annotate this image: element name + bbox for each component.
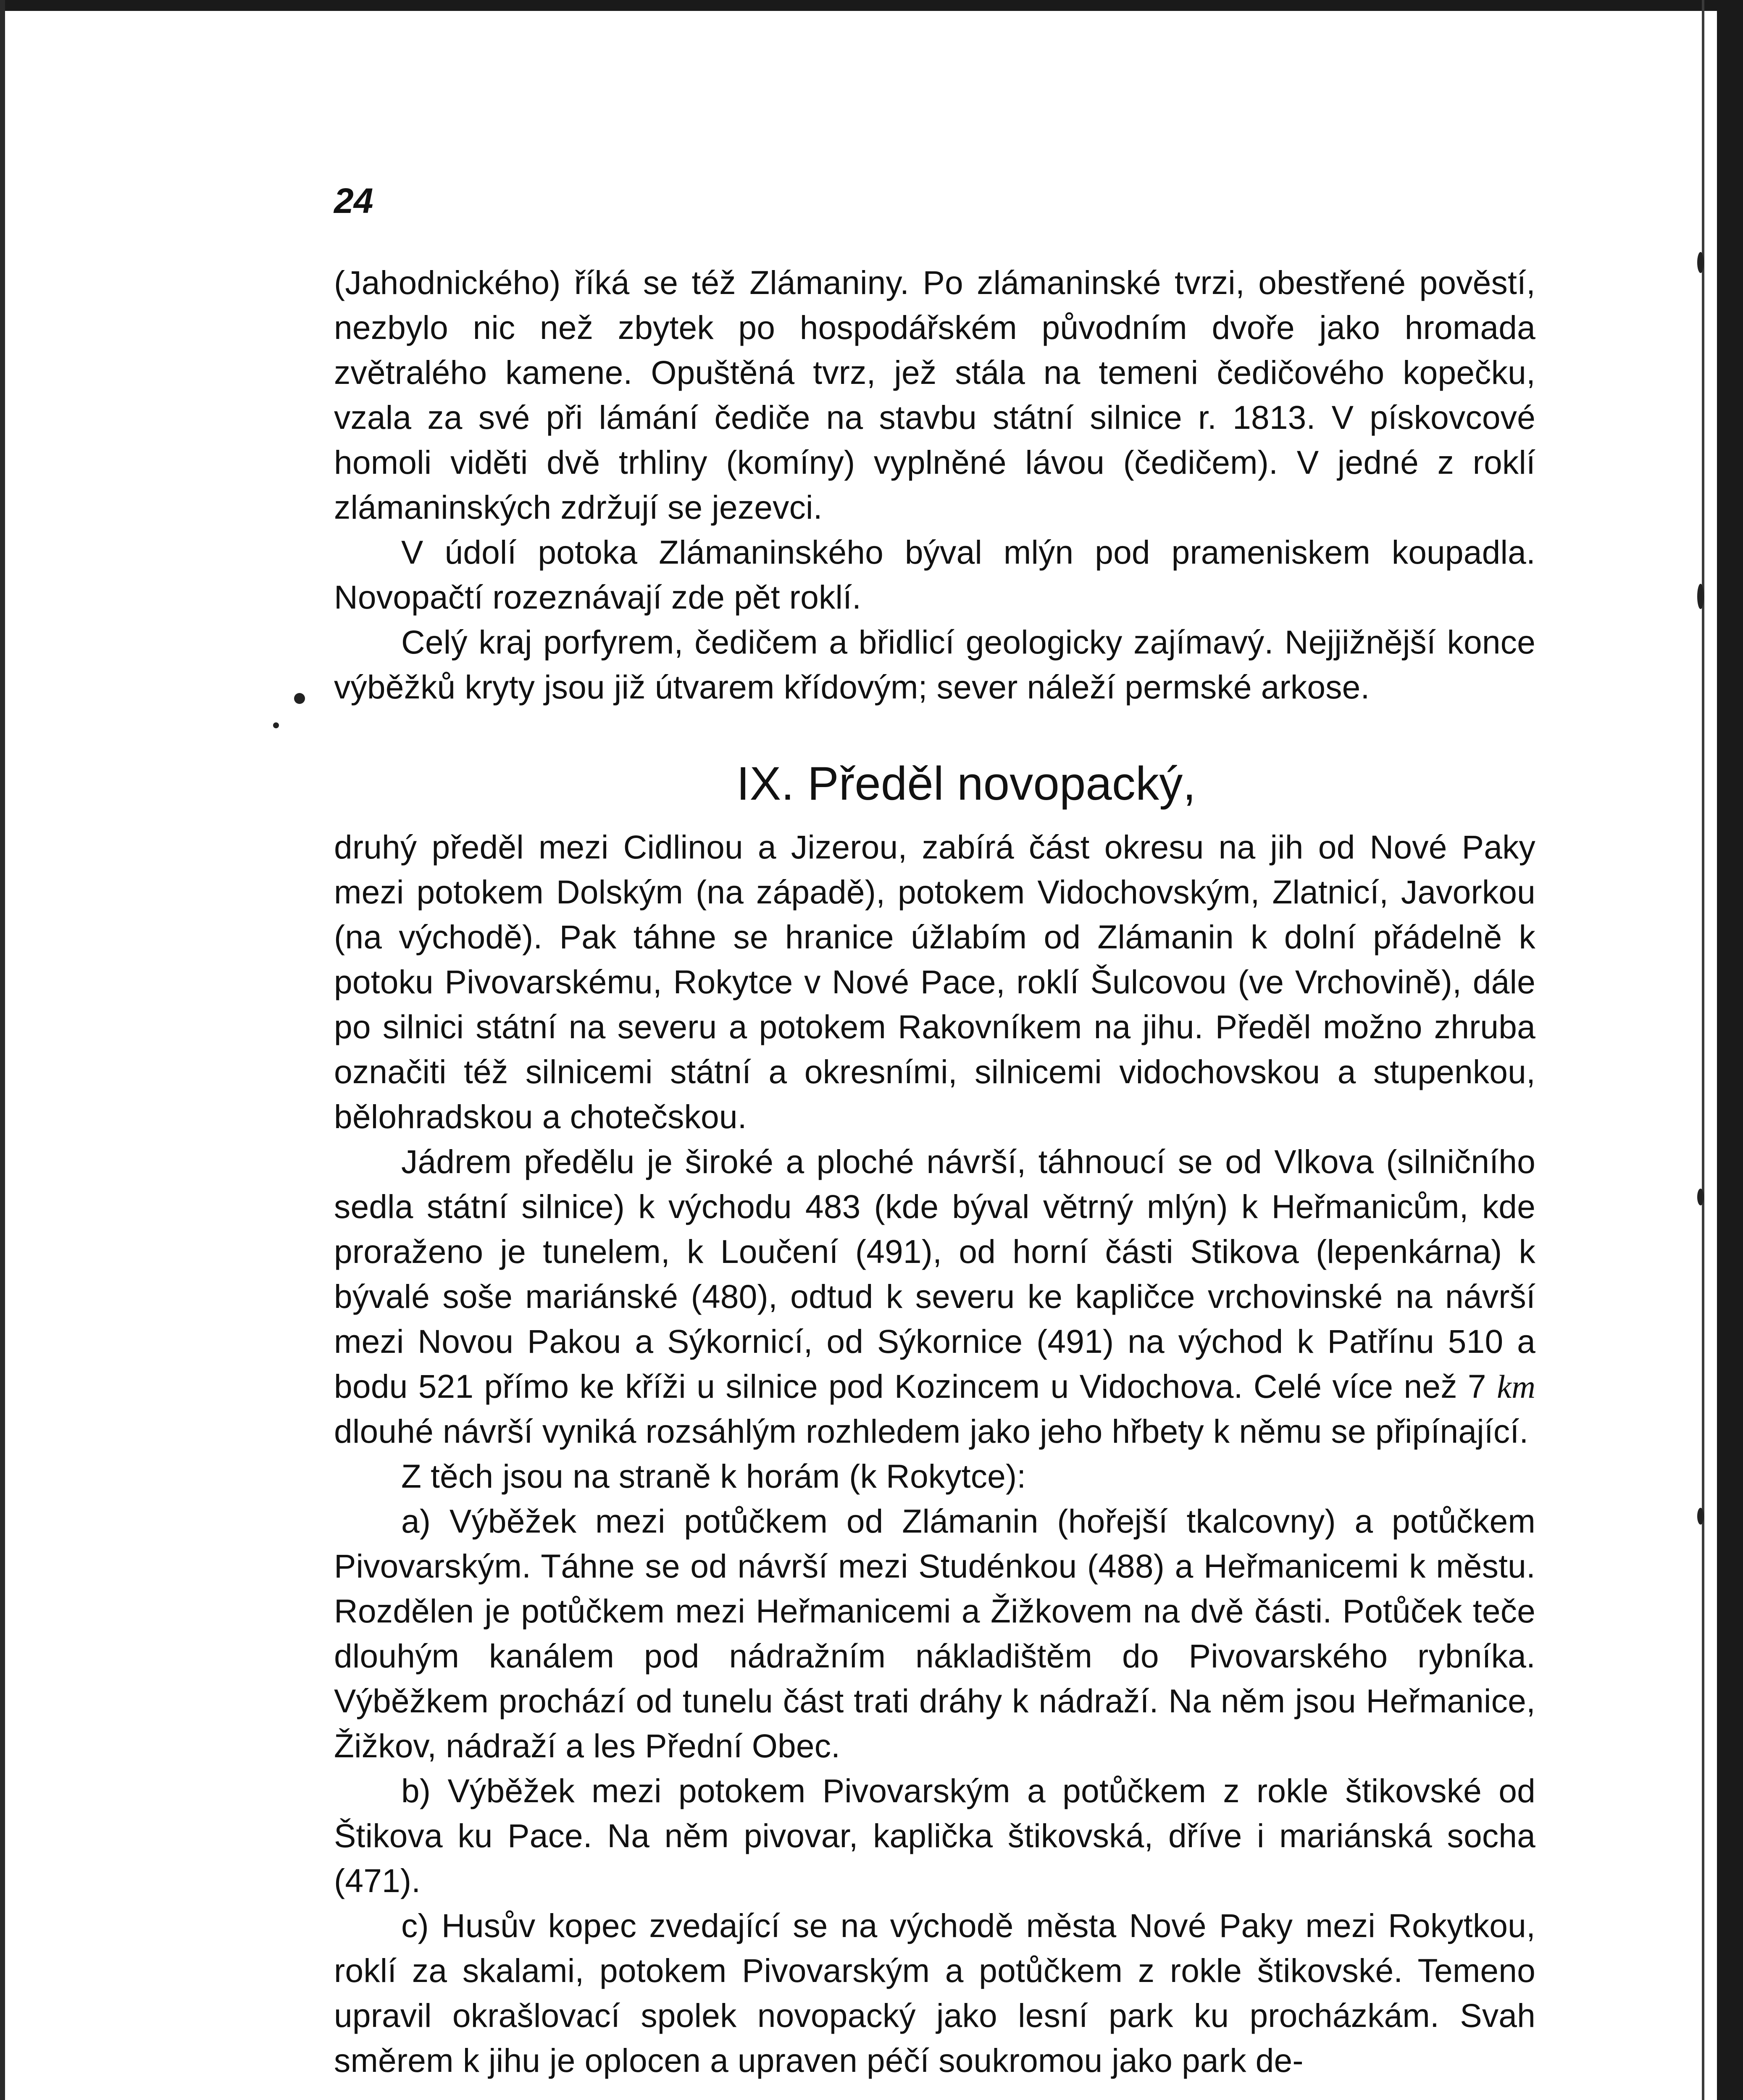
paragraph-husuv-kopec: c) Husův kopec zvedající se na východě města Nové Paky mezi Rokytkou, roklí za skalami, potokem Pivovarským a potůčkem z rokle štikovské. Temeno upravil okrašlovací spolek novopacký jako lesní park ku procházkám. Svah směrem k jihu je oplocen a upraven péčí soukromou jako park de- <box>334 1907 1535 2079</box>
scan-edge-right <box>1717 0 1743 2100</box>
page-body <box>334 260 1535 2083</box>
paragraph-vybezek-a: a) Výběžek mezi potůčkem od Zlámanin (hořejší tkalcovny) a potůčkem Pivovarským. Táhne se od návrší mezi Studénkou (488) a Heřmanicemi k městu. Rozdělen je potůčkem mezi Heřmanicemi a Žižkovem na dvě části. Potůček teče dlouhým kanálem pod nádražním nákladištěm do Pivovarského rybníka. Výběžkem prochází od tunelu část trati dráhy k nádraží. Na něm jsou Heřmanice, Žižkov, nádraží a les Přední Obec. <box>334 1503 1535 1764</box>
paragraph-geologie: Celý kraj porfyrem, čedičem a břidlicí geologicky zajímavý. Nejjižnější konce výběžků kryty jsou již útvarem křídovým; sever náleží permské arkose. <box>334 624 1535 706</box>
paragraph-z-tech: Z těch jsou na straně k horám (k Rokytce): <box>401 1458 1026 1495</box>
jadro-text-end: dlouhé návrší vyniká rozsáhlým rozhledem jako jeho hřbety k němu se připínající. <box>334 1413 1529 1450</box>
scan-speck <box>1697 1189 1704 1205</box>
scan-speck <box>273 722 279 728</box>
section-heading: IX. Předěl novopacký, <box>736 757 1196 810</box>
scan-speck <box>1697 584 1704 609</box>
scan-speck <box>1697 1508 1704 1525</box>
paragraph-predel-hranice: druhý předěl mezi Cidlinou a Jizerou, zabírá část okresu na jih od Nové Paky mezi potokem Dolským (na západě), potokem Vidochovským, Zlatnicí, Javorkou (na východě). Pak táhne se hranice úžlabím od Zlámanin k dolní přádelně k potoku Pivovarskému, Rokytce v Nové Pace, roklí Šulcovou (ve Vrchovině), dále po silnici státní na severu a potokem Rakovníkem na jihu. Předěl možno zhruba označiti též silnicemi státní a okresními, silnicemi vidochovskou a stupenkou, bělohradskou a chotečskou. <box>334 829 1535 1135</box>
paragraph-vybezek-b: b) Výběžek mezi potokem Pivovarským a potůčkem z rokle štikovské od Štikova ku Pace. Na něm pivovar, kaplička štikovská, dříve i mariánská socha (471). <box>334 1772 1535 1899</box>
jadro-text-start: Jádrem předělu je široké a ploché návrší, táhnoucí se od Vlkova (silničního sedla státní silnice) k východu 483 (kde býval větrný mlýn) k Heřmanicům, kde proraženo je tunelem, k Loučení (491), od horní části Stikova (lepenkárna) k bývalé soše mariánské (480), odtud k severu ke kapličce vrchovinské na návrší mezi Novou Pakou a Sýkornicí, od Sýkornice (491) na východ k Patřínu 510 a bodu 521 přímo ke kříži u silnice pod Kozincem u Vidochova. Celé více než 7 <box>334 1143 1535 1405</box>
scan-speck <box>294 693 305 704</box>
scan-line-right <box>1702 0 1704 2100</box>
paragraph-jadro-predelu <box>334 1139 1535 1454</box>
scan-edge-top <box>0 0 1743 11</box>
scan-edge-left <box>0 0 5 2100</box>
paragraph-zlamaniny: (Jahodnického) říká se též Zlámaniny. Po zlámaninské tvrzi, obestřené pověstí, nezbylo nic než zbytek po hospodářském původním dvoře jako hromada zvětralého kamene. Opuštěná tvrz, jež stála na temeni čedičového kopečku, vzala za své při lámání čediče na stavbu státní silnice r. 1813. V pískovcové homoli viděti dvě trhliny (komíny) vyplněné lávou (čedičem). V jedné z roklí zlámaninských zdržují se jezevci. <box>334 264 1535 526</box>
unit-km: km <box>1497 1368 1536 1405</box>
scan-speck <box>1697 252 1704 273</box>
paragraph-udoli-potoka: V údolí potoka Zlámaninského býval mlýn pod prameniskem koupadla. Novopačtí rozeznávají zde pět roklí. <box>334 534 1535 616</box>
page-number: 24 <box>334 181 373 220</box>
